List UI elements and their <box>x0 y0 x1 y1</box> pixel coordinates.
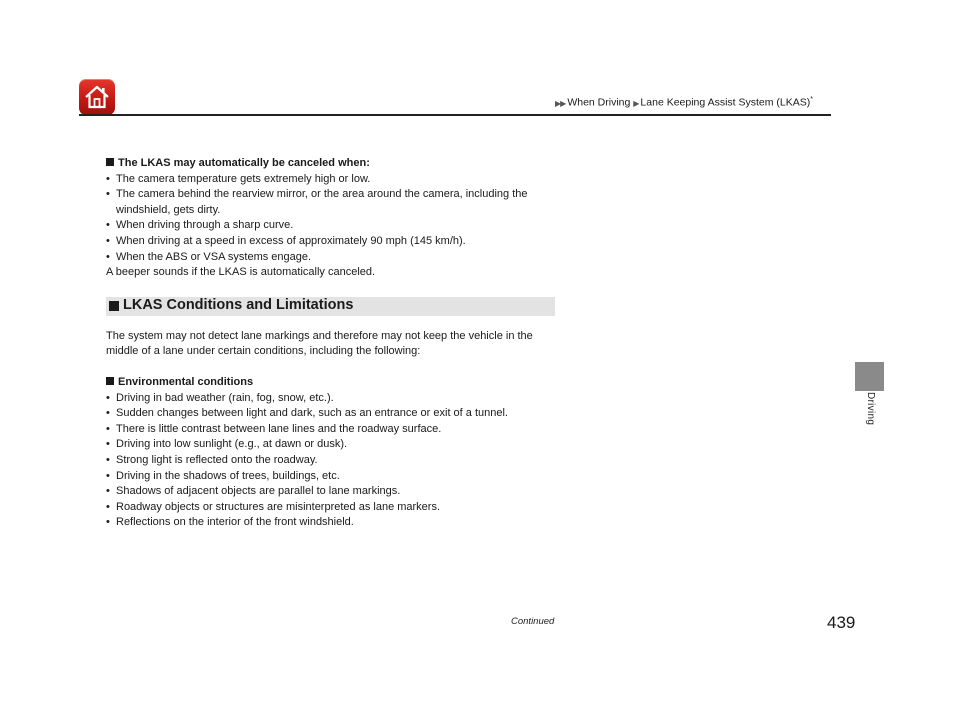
list-item: • Strong light is reflected onto the roadway. <box>106 453 561 469</box>
breadcrumb-item-1[interactable]: When Driving <box>567 96 631 109</box>
home-icon <box>84 85 110 109</box>
cancel-conditions-list <box>106 172 561 266</box>
list-item: • Driving in bad weather (rain, fog, snow, etc.). <box>106 391 561 407</box>
double-arrow-icon: ▶▶ <box>555 98 566 108</box>
list-item: • Driving into low sunlight (e.g., at dawn or dusk). <box>106 437 561 453</box>
home-button[interactable] <box>79 79 115 115</box>
page-number: 439 <box>827 613 856 632</box>
environmental-list <box>106 391 561 531</box>
header-rule <box>79 114 831 116</box>
list-item: • When driving at a speed in excess of approximately 90 mph (145 km/h). <box>106 234 561 250</box>
list-item: • When the ABS or VSA systems engage. <box>106 250 561 266</box>
square-bullet-icon <box>109 301 119 311</box>
side-tab[interactable] <box>855 362 884 391</box>
list-item: • Shadows of adjacent objects are parallel to lane markings. <box>106 484 561 500</box>
list-item: • Driving in the shadows of trees, buildings, etc. <box>106 469 561 485</box>
section-title: LKAS Conditions and Limitations <box>123 297 354 314</box>
beeper-note: A beeper sounds if the LKAS is automatically canceled. <box>106 266 376 279</box>
list-item: • The camera temperature gets extremely high or low. <box>106 172 561 188</box>
list-item: • Roadway objects or structures are misinterpreted as lane markers. <box>106 500 561 516</box>
environmental-heading: Environmental conditions <box>106 375 561 391</box>
cancel-conditions-heading: The LKAS may automatically be canceled when: <box>106 156 561 172</box>
section-title-bar <box>106 297 555 316</box>
square-bullet-icon <box>106 377 114 385</box>
page-content <box>106 156 561 531</box>
list-item: • Reflections on the interior of the front windshield. <box>106 515 561 531</box>
limitations-intro: The system may not detect lane markings and therefore may not keep the vehicle in the middle of a lane under certain conditions, including the following: <box>106 329 533 358</box>
breadcrumb-mark: * <box>810 96 813 103</box>
arrow-icon: ▶ <box>633 98 639 108</box>
list-item: • Sudden changes between light and dark, such as an entrance or exit of a tunnel. <box>106 406 561 422</box>
list-item: • There is little contrast between lane lines and the roadway surface. <box>106 422 561 438</box>
list-item: • When driving through a sharp curve. <box>106 218 561 234</box>
continued-label: Continued <box>511 616 555 627</box>
breadcrumb <box>555 96 813 109</box>
side-tab-label: Driving <box>865 392 876 426</box>
breadcrumb-item-2[interactable]: Lane Keeping Assist System (LKAS) <box>640 96 811 109</box>
square-bullet-icon <box>106 158 114 166</box>
list-item: • The camera behind the rearview mirror, or the area around the camera, including the windshield, gets dirty. <box>106 187 561 218</box>
